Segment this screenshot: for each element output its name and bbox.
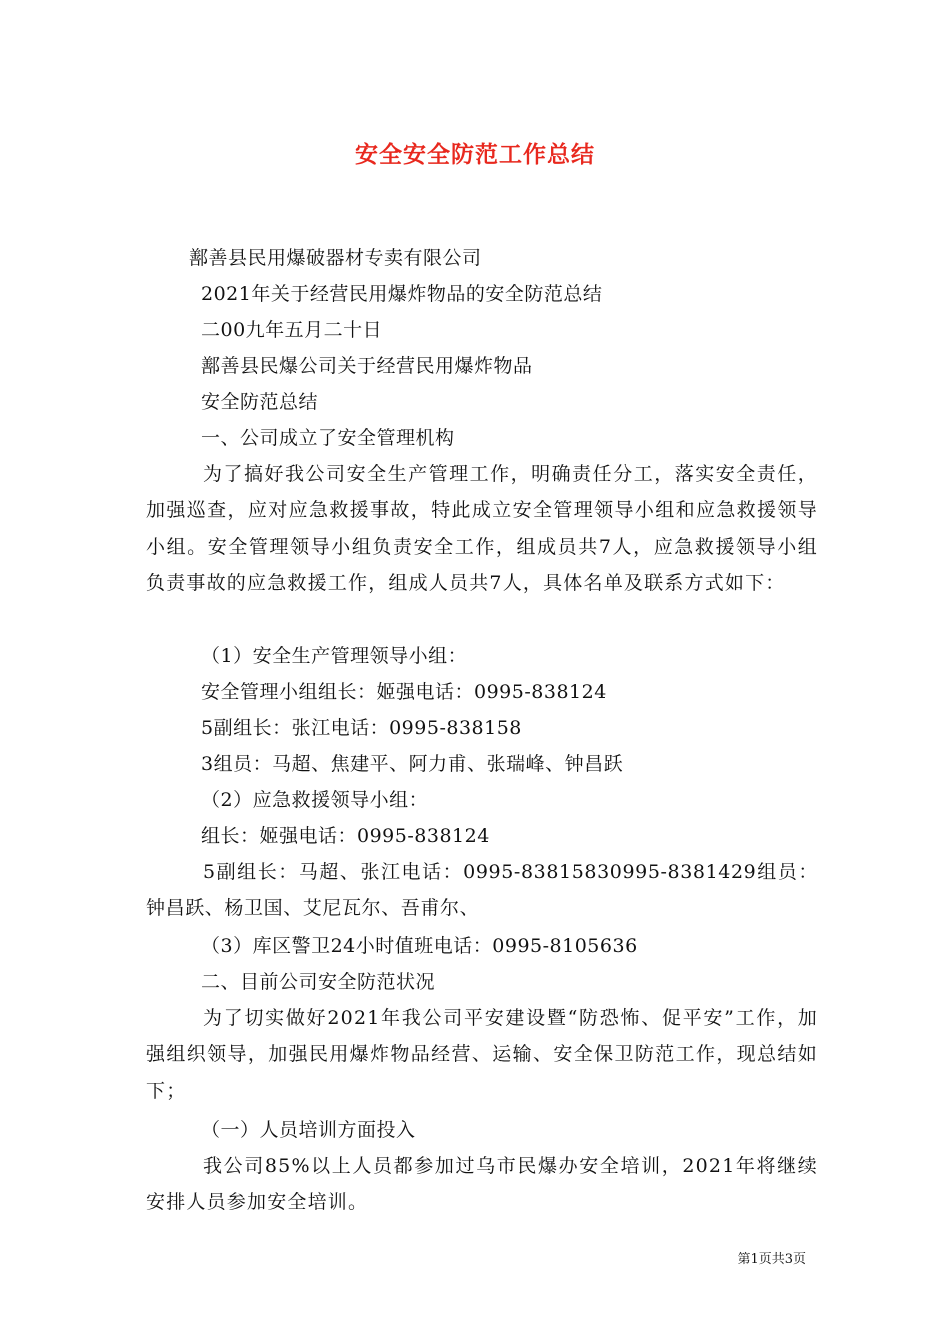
- company-name: 鄯善县民用爆破器材专卖有限公司: [189, 247, 482, 269]
- guard-duty-phone: （3）库区警卫24小时值班电话：0995-8105636: [201, 935, 638, 957]
- group-2-leader: 组长：姬强电话：0995-838124: [201, 825, 490, 847]
- heading-line-2: 安全防范总结: [201, 391, 319, 413]
- group-1-members: 3组员：马超、焦建平、阿力甫、张瑞峰、钟昌跃: [201, 753, 624, 775]
- group-1-title: （1）安全生产管理领导小组：: [201, 645, 468, 667]
- training-heading: （一）人员培训方面投入: [201, 1119, 416, 1141]
- paragraph-organization: 为了搞好我公司安全生产管理工作，明确责任分工，落实安全责任，加强巡查，应对应急救援事故，特此成立安全管理领导小组和应急救援领导小组。安全管理领导小组负责安全工作，组成员共7人，应急救援领导小组负责事故的应急救援工作，组成人员共7人，具体名单及联系方式如下：: [146, 463, 818, 594]
- document-date: 二00九年五月二十日: [201, 319, 383, 341]
- section-1-heading: 一、公司成立了安全管理机构: [201, 427, 455, 449]
- group-1-deputy: 5副组长：张江电话：0995-838158: [201, 717, 522, 739]
- heading-line-1: 鄯善县民爆公司关于经营民用爆炸物品: [201, 355, 533, 377]
- group-2-deputy: 5副组长：马超、张江电话：0995-83815830995-8381429组员：钟昌跃、杨卫国、艾尼瓦尔、吾甫尔、: [146, 861, 818, 920]
- paragraph-security-status: 为了切实做好2021年我公司平安建设暨“防恐怖、促平安”工作，加强组织领导，加强民用爆炸物品经营、运输、安全保卫防范工作，现总结如下；: [146, 1007, 818, 1102]
- summary-subtitle: 2021年关于经营民用爆炸物品的安全防范总结: [201, 283, 603, 305]
- page-title: 安全安全防范工作总结: [355, 141, 595, 168]
- section-2-heading: 二、目前公司安全防范状况: [201, 971, 436, 993]
- page-number: 第1页共3页: [737, 1252, 806, 1267]
- paragraph-training: 我公司85%以上人员都参加过乌市民爆办安全培训，2021年将继续安排人员参加安全培训。: [146, 1155, 818, 1214]
- group-1-leader: 安全管理小组组长：姬强电话：0995-838124: [201, 681, 607, 703]
- group-2-title: （2）应急救援领导小组：: [201, 789, 429, 811]
